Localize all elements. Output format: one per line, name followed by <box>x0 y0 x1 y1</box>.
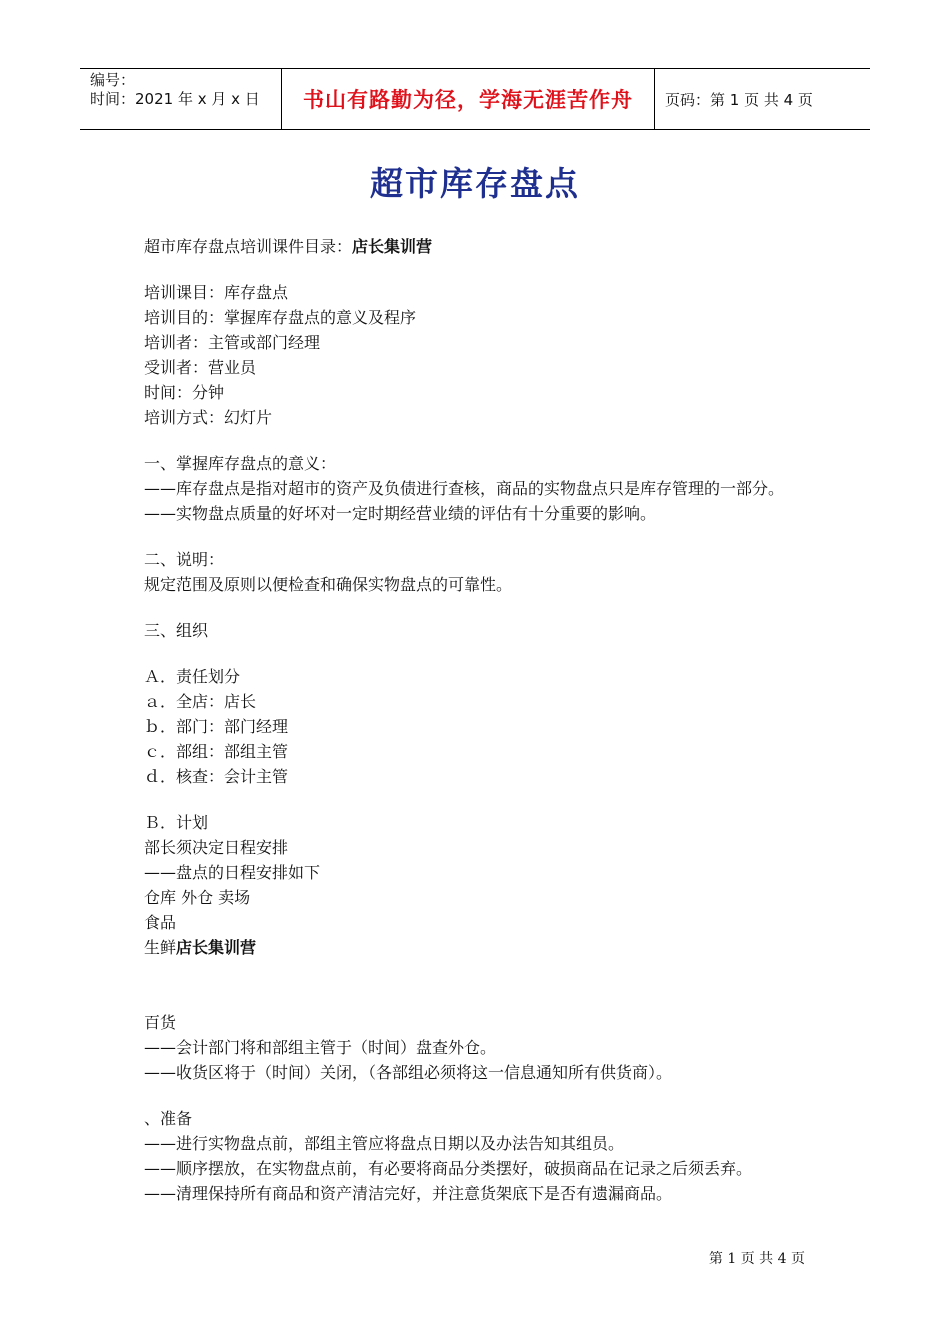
subsection-heading: Ｂ．计划 <box>144 813 209 832</box>
paragraph-line: 规定范围及原则以便检查和确保实物盘点的可靠性。 <box>144 575 513 594</box>
subsection-heading: Ａ．责任划分 <box>144 667 241 686</box>
number-label: 编号： <box>90 71 136 89</box>
paragraph-line: ——实物盘点质量的好坏对一定时期经营业绩的评估有十分重要的影响。 <box>144 504 657 523</box>
training-line: 培训课目：库存盘点 <box>144 283 289 302</box>
document-body <box>144 234 844 1206</box>
list-item: ｃ．部组：部组主管 <box>144 742 289 761</box>
paragraph-line: 仓库 外仓 卖场 <box>144 888 251 907</box>
training-line: 培训者：主管或部门经理 <box>144 333 321 352</box>
training-line: 培训方式：幻灯片 <box>144 408 273 427</box>
paragraph-line: ——进行实物盘点前，部组主管应将盘点日期以及办法告知其组员。 <box>144 1134 625 1153</box>
paragraph-line: 百货 <box>144 1013 177 1032</box>
header-page-number: 页码：第 1 页 共 4 页 <box>665 90 813 109</box>
paragraph-line: ——清理保持所有商品和资产清洁完好，并注意货架底下是否有遗漏商品。 <box>144 1184 673 1203</box>
paragraph-line: ——收货区将于（时间）关闭，（各部组必须将这一信息通知所有供货商）。 <box>144 1063 673 1082</box>
toc-prefix: 超市库存盘点培训课件目录： <box>144 237 353 256</box>
training-line: 时间：分钟 <box>144 383 225 402</box>
training-line: 培训目的：掌握库存盘点的意义及程序 <box>144 308 417 327</box>
paragraph-line: 食品 <box>144 913 177 932</box>
section-heading: 、准备 <box>144 1109 193 1128</box>
paragraph-line: 部长须决定日程安排 <box>144 838 289 857</box>
line-prefix: 生鲜 <box>144 938 177 957</box>
paragraph-line: ——库存盘点是指对超市的资产及负债进行查核，商品的实物盘点只是库存管理的一部分。 <box>144 479 785 498</box>
time-label: 时间：2021 年 x 月 x 日 <box>90 90 260 108</box>
section-heading: 二、说明： <box>144 550 225 569</box>
list-item: ａ．全店：店长 <box>144 692 257 711</box>
page-header <box>80 68 870 130</box>
header-meta <box>80 69 282 129</box>
toc-line <box>144 234 844 259</box>
paragraph-line: ——会计部门将和部组主管于（时间）盘查外仓。 <box>144 1038 497 1057</box>
section-heading: 一、掌握库存盘点的意义： <box>144 454 337 473</box>
paragraph-line: ——盘点的日程安排如下 <box>144 863 321 882</box>
list-item: ｂ．部门：部门经理 <box>144 717 289 736</box>
list-item: ｄ．核查：会计主管 <box>144 767 289 786</box>
toc-bold: 店长集训营 <box>352 237 433 256</box>
page-footer: 第 1 页 共 4 页 <box>708 1251 805 1267</box>
line-bold: 店长集训营 <box>176 938 257 957</box>
training-line: 受训者：营业员 <box>144 358 257 377</box>
header-motto: 书山有路勤为径，学海无涯苦作舟 <box>282 69 655 129</box>
section-heading: 三、组织 <box>144 621 209 640</box>
document-title: 超市库存盘点 <box>370 164 580 203</box>
paragraph-line: ——顺序摆放，在实物盘点前，有必要将商品分类摆好，破损商品在记录之后须丢弃。 <box>144 1159 753 1178</box>
paragraph-line <box>144 935 844 960</box>
